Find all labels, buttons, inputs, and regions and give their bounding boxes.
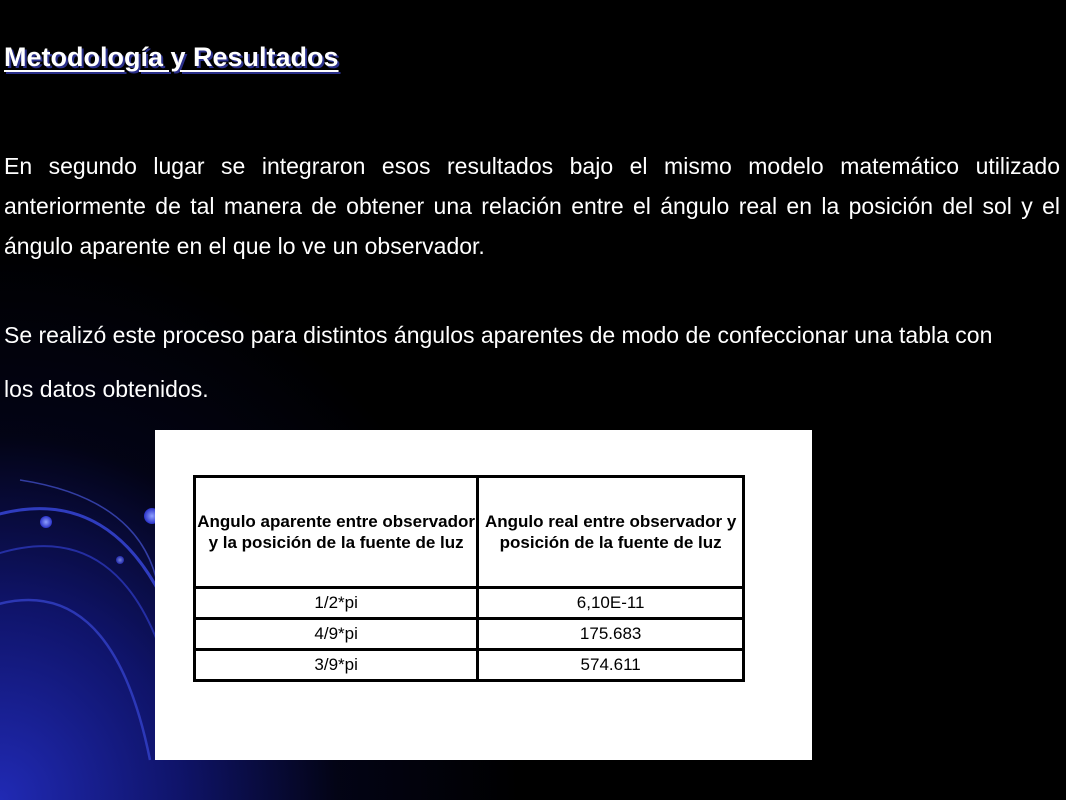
slide-title: Metodología y Resultados — [4, 42, 339, 72]
table-row — [195, 650, 744, 681]
decorative-dot — [116, 556, 124, 564]
body-paragraph-2: Se realizó este proceso para distintos ángulos aparentes de modo de confeccionar una tabla con los datos obtenidos. — [4, 322, 993, 402]
body-paragraph-1: En segundo lugar se integraron esos resultados bajo el mismo modelo matemático utilizado anteriormente de tal manera de obtener una relación entre el ángulo real en la posición del sol y el ángulo aparente en el que lo ve un observador. — [4, 153, 1060, 259]
cell-real-angle: 175.683 — [478, 619, 744, 650]
table-header-row — [195, 477, 744, 588]
cell-apparent-angle: 3/9*pi — [195, 650, 478, 681]
cell-apparent-angle: 4/9*pi — [195, 619, 478, 650]
table-row — [195, 588, 744, 619]
results-table — [193, 475, 745, 682]
cell-apparent-angle: 1/2*pi — [195, 588, 478, 619]
table-row — [195, 619, 744, 650]
header-apparent-angle: Angulo aparente entre observador y la posición de la fuente de luz — [195, 477, 478, 588]
header-real-angle: Angulo real entre observador y posición de la fuente de luz — [478, 477, 744, 588]
cell-real-angle: 6,10E-11 — [478, 588, 744, 619]
decorative-dot — [40, 516, 52, 528]
results-table-image — [155, 430, 812, 760]
cell-real-angle: 574.611 — [478, 650, 744, 681]
